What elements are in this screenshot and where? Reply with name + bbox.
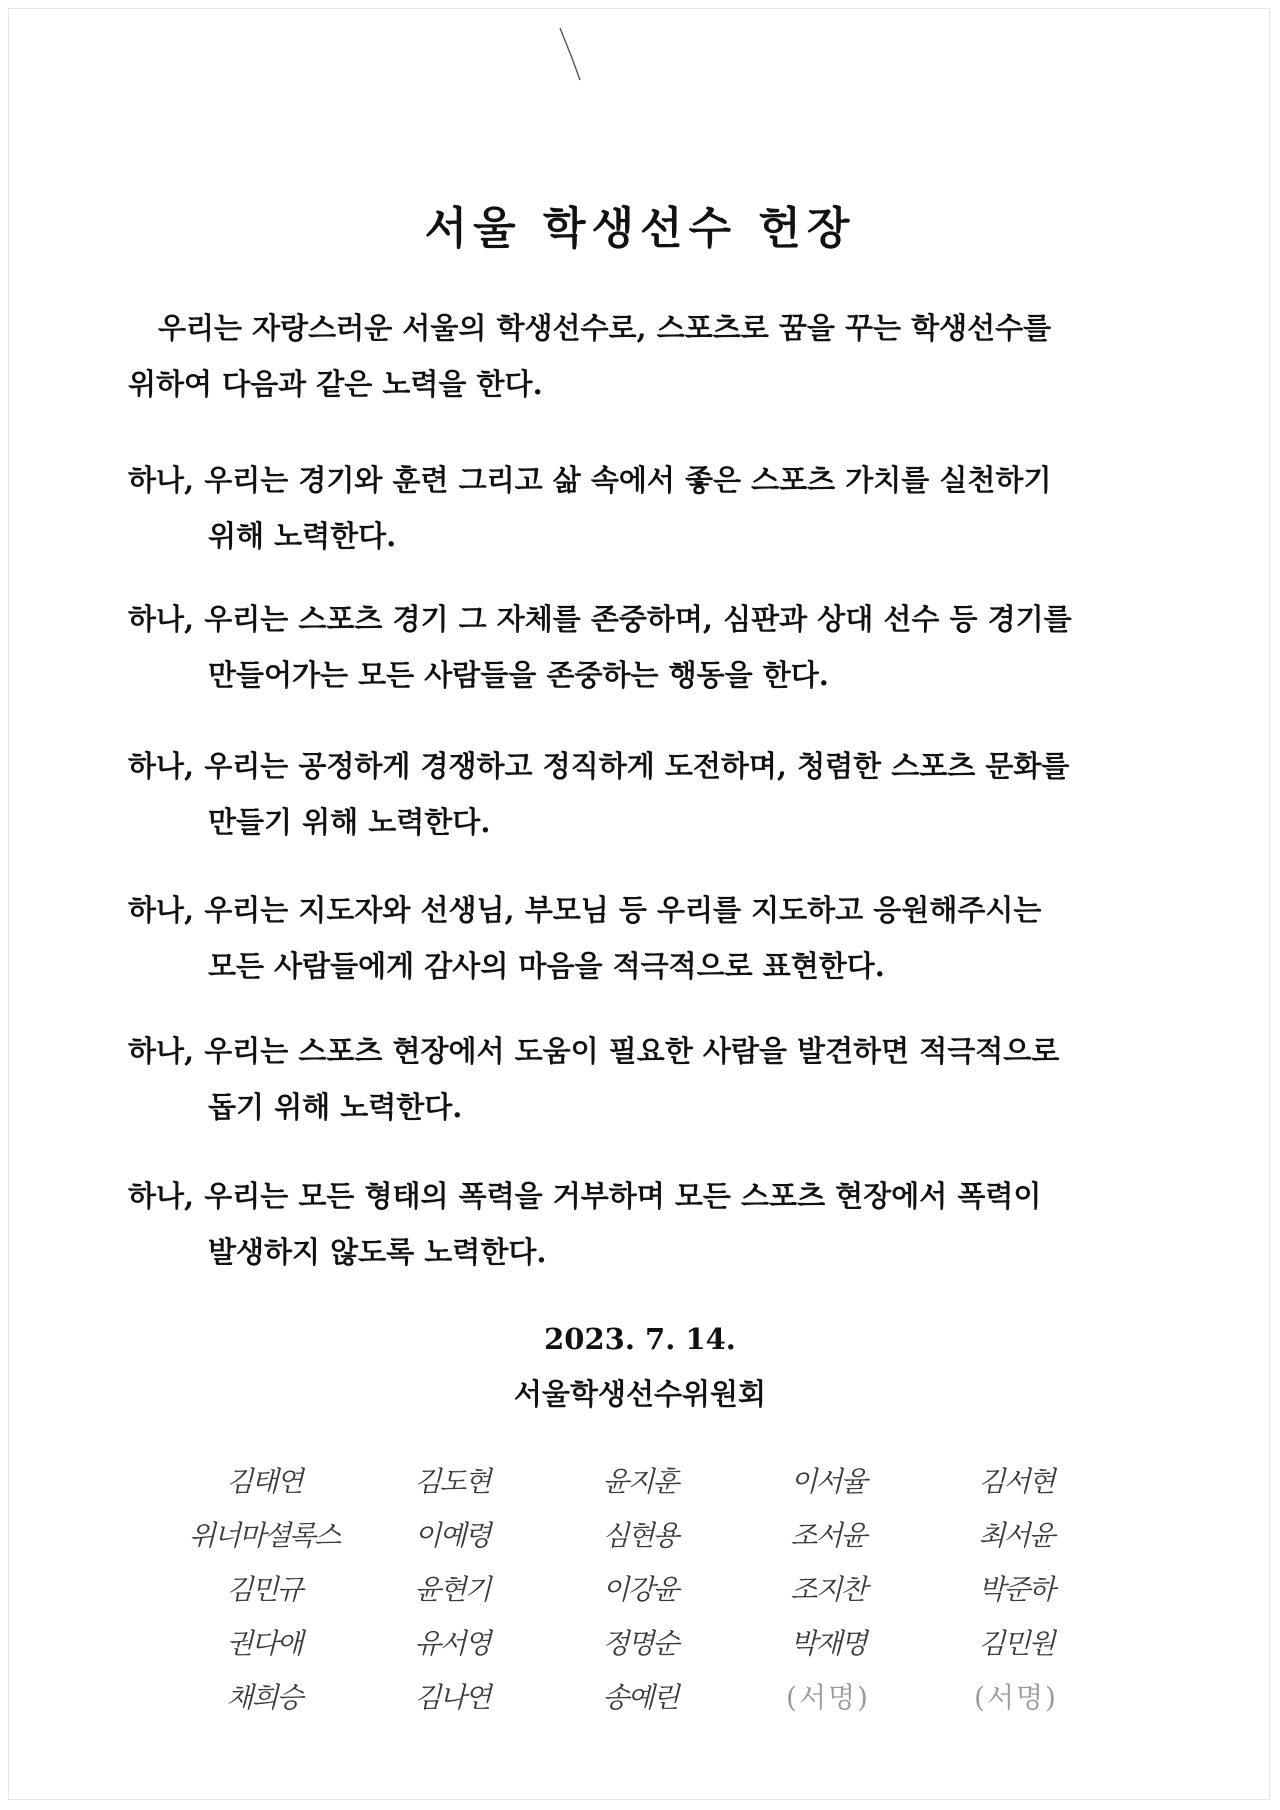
signature: 이강윤 [602, 1573, 678, 1606]
charter-item-5-line-2: 돕기 위해 노력한다. [208, 1090, 463, 1124]
charter-item-3-line-1: 하나, 우리는 공정하게 경쟁하고 정직하게 도전하며, 청렴한 스포츠 문화를 [128, 749, 1070, 783]
signature: 김서현 [978, 1465, 1054, 1498]
signature: 채희승 [226, 1681, 302, 1714]
intro-paragraph [128, 300, 1168, 412]
charter-item-4-line-2: 모든 사람들에게 감사의 마음을 적극적으로 표현한다. [208, 949, 885, 983]
charter-item-1-line-2: 위해 노력한다. [208, 519, 397, 553]
signature-placeholder: (서명) [786, 1681, 870, 1714]
charter-item-5 [128, 1023, 1168, 1135]
charter-item-5-line-1: 하나, 우리는 스포츠 현장에서 도움이 필요한 사람을 발견하면 적극적으로 [128, 1034, 1060, 1068]
signature: 최서윤 [978, 1519, 1054, 1552]
signature: 심현용 [602, 1519, 678, 1552]
signature: 이서율 [790, 1465, 866, 1498]
paper-crease-mark [550, 18, 590, 88]
charter-item-6-line-2: 발생하지 않도록 노력한다. [208, 1235, 547, 1269]
signature: 김태연 [226, 1465, 302, 1498]
signature: 조서윤 [790, 1519, 866, 1552]
charter-item-1 [128, 452, 1168, 564]
document-title: 서울 학생선수 헌장 [424, 203, 856, 254]
signature: 김민원 [978, 1627, 1054, 1660]
signature-placeholder: (서명) [974, 1681, 1058, 1714]
signature: 윤지훈 [602, 1465, 678, 1498]
signature: 김민규 [226, 1573, 302, 1606]
charter-item-6-line-1: 하나, 우리는 모든 형태의 폭력을 거부하며 모든 스포츠 현장에서 폭력이 [128, 1179, 1042, 1213]
signature: 위너마셜록스 [188, 1519, 340, 1552]
intro-line-2: 위하여 다음과 같은 노력을 한다. [128, 367, 543, 401]
signature: 조지찬 [790, 1573, 866, 1606]
signature: 윤현기 [414, 1573, 490, 1606]
charter-item-3 [128, 738, 1168, 850]
intro-line-1: 우리는 자랑스러운 서울의 학생선수로, 스포츠로 꿈을 꾸는 학생선수를 [158, 311, 1052, 345]
signature-grid [170, 1458, 1110, 1718]
charter-item-2 [128, 591, 1168, 703]
charter-item-2-line-2: 만들어가는 모든 사람들을 존중하는 행동을 한다. [208, 658, 829, 692]
signature: 권다애 [226, 1627, 302, 1660]
signature: 정명순 [602, 1627, 678, 1660]
charter-item-1-line-1: 하나, 우리는 경기와 훈련 그리고 삶 속에서 좋은 스포츠 가치를 실천하기 [128, 463, 1052, 497]
signature: 박준하 [978, 1573, 1054, 1606]
signature: 송예린 [602, 1681, 678, 1714]
signature: 유서영 [414, 1627, 490, 1660]
signature: 이예령 [414, 1519, 490, 1552]
charter-item-6 [128, 1168, 1168, 1280]
charter-item-4-line-1: 하나, 우리는 지도자와 선생님, 부모님 등 우리를 지도하고 응원해주시는 [128, 893, 1042, 927]
charter-date: 2023. 7. 14. [544, 1322, 736, 1356]
signature: 김도현 [414, 1465, 490, 1498]
signature: 김나연 [414, 1681, 490, 1714]
charter-item-2-line-1: 하나, 우리는 스포츠 경기 그 자체를 존중하며, 심판과 상대 선수 등 경기를 [128, 602, 1072, 636]
signature: 박재명 [790, 1627, 866, 1660]
charter-item-3-line-2: 만들기 위해 노력한다. [208, 805, 491, 839]
charter-item-4 [128, 882, 1168, 994]
organization-name: 서울학생선수위원회 [513, 1377, 767, 1411]
